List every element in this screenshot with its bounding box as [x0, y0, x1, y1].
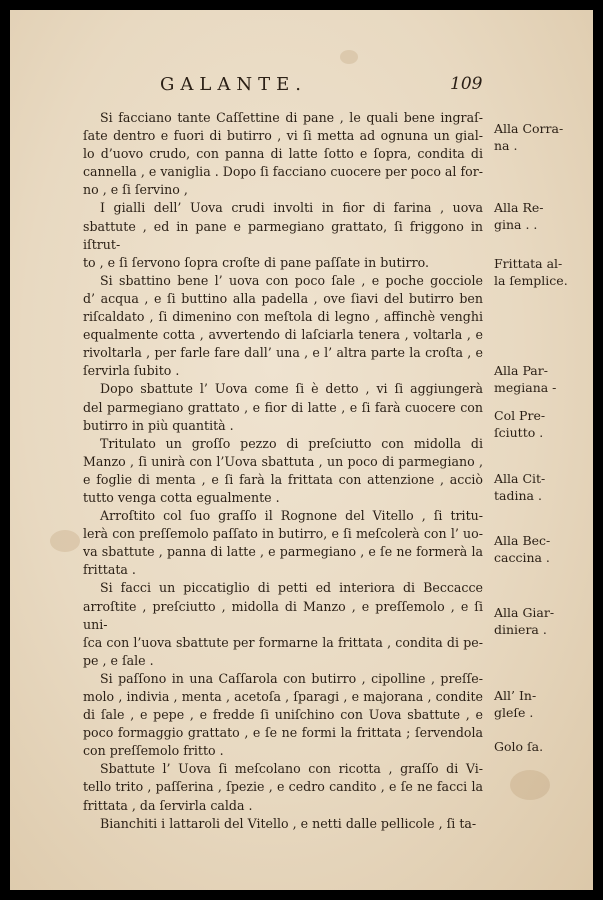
text-line: pe , e ſale .	[83, 652, 154, 668]
recipe-paragraph	[83, 272, 483, 381]
marginal-note-line: tadina .	[494, 488, 542, 503]
text-line: molo , indivia , menta , acetoſa , ſparagi , e majorana , condite	[83, 689, 483, 704]
text-line: lo d’uovo crudo, con panna di latte ſotto e ſopra, condita di	[83, 146, 483, 162]
recipe-paragraph	[83, 760, 483, 814]
marginal-note-line: diniera .	[494, 622, 547, 637]
text-line: del parmegiano grattato , e fior di latte , e ſi farà cuocere con	[83, 399, 483, 415]
marginal-note	[494, 199, 586, 233]
text-line: ſca con l’uova sbattute per formarne la frittata , condita di pe-	[83, 634, 483, 650]
marginal-note	[494, 407, 586, 441]
marginal-note-line: Alla Par-	[494, 363, 548, 378]
text-line: e foglie di menta , e ſi farà la frittata con attenzione , acciò	[83, 471, 483, 487]
marginal-note-line: Alla Re-	[494, 200, 544, 215]
text-line: riſcaldato , ſi dimenino con meſtola di legno , affinchè venghi	[83, 309, 483, 325]
text-line: Dopo sbattute l’ Uova come ſi è detto , vi ſi aggiungerà	[100, 381, 483, 397]
text-line: ſate dentro e fuori di butirro , vi ſi metta ad ognuna un gial-	[83, 128, 483, 144]
marginal-note-line: Col Pre-	[494, 408, 546, 423]
text-line: sbattute , ed in pane e parmegiano grattato, ſi friggono in iſtrut-	[83, 218, 483, 252]
text-line: Si sbattino bene l’ uova con poco ſale , e poche gocciole	[100, 272, 483, 288]
text-line: cannella , e vaniglia . Dopo ſi facciano cuocere per poco al for-	[83, 164, 483, 180]
text-line: Si paſſono in una Caſſarola con butirro , cipolline , preſſe-	[100, 670, 483, 686]
page-number: 109	[450, 74, 483, 94]
text-line: con preſſemolo fritto .	[83, 743, 224, 759]
marginal-note	[494, 687, 586, 721]
marginal-note-line: Frittata al-	[494, 256, 563, 271]
marginal-note	[494, 362, 586, 396]
marginal-note-line: Alla Cit-	[494, 471, 546, 486]
marginal-note-line: ſciutto .	[494, 425, 544, 440]
marginal-note-line: Alla Bec-	[494, 533, 551, 548]
text-line: frittata , da ſervirla calda .	[83, 797, 253, 813]
recipe-paragraph	[83, 380, 483, 434]
marginal-note	[494, 255, 586, 289]
recipe-paragraph	[83, 435, 483, 507]
text-line: butirro in più quantità .	[83, 417, 234, 433]
marginal-note	[494, 470, 586, 504]
text-line: Bianchiti i lattaroli del Vitello , e netti dalle pellicole , ſi ta-	[100, 815, 477, 831]
marginal-note-line: Golo ſa.	[494, 739, 544, 754]
recipe-paragraph	[83, 579, 483, 669]
paper-stain	[340, 50, 358, 64]
text-line: lerà con preſſemolo paſſato in butirro, e ſi meſcolerà con l’ uo-	[83, 526, 483, 542]
marginal-note-line: gleſe .	[494, 705, 534, 720]
text-line: Sbattute l’ Uova ſi meſcolano con ricotta , graſſo di Vi-	[100, 761, 483, 777]
recipe-paragraph	[83, 199, 483, 271]
marginal-note	[494, 532, 586, 566]
marginal-note	[494, 604, 586, 638]
text-line: rivoltarla , per farle fare dall’ una , e l’ altra parte la croſta , e	[83, 345, 483, 361]
recipe-paragraph	[83, 670, 483, 760]
marginal-note-line: Alla Giar-	[494, 605, 555, 620]
text-line: frittata .	[83, 562, 136, 578]
text-line: ſervirla ſubito .	[83, 363, 180, 379]
text-line: d’ acqua , e ſi buttino alla padella , ove ſiavi del butirro ben	[83, 290, 483, 306]
paper-stain	[50, 530, 80, 552]
marginal-note-line: All’ In-	[494, 688, 537, 703]
marginal-note-line: caccina .	[494, 550, 550, 565]
text-line: I gialli dell’ Uova crudi involti in fior di farina , uova	[100, 200, 483, 216]
recipe-text	[83, 109, 483, 833]
marginal-note-line: gina . .	[494, 217, 538, 232]
text-line: Manzo , ſi unirà con l’Uova sbattuta , un poco di parmegiano ,	[83, 453, 483, 469]
text-line: arroſtite , preſciutto , midolla di Manzo , e preſſemolo , e ſi uni-	[83, 598, 483, 632]
text-line: Tritulato un groſſo pezzo di preſciutto con midolla di	[100, 435, 483, 451]
text-line: Si facci un piccatiglio di petti ed interiora di Beccacce	[100, 580, 483, 596]
text-line: Arroſtito col ſuo graſſo il Rognone del Vitello , ſi tritu-	[100, 508, 483, 524]
text-line: to , e ſi ſervono ſopra croſte di pane paſſate in butirro.	[83, 254, 429, 270]
text-line: tello trito , paſſerina , ſpezie , e cedro candito , e ſe ne facci la	[83, 779, 483, 795]
paper-stain	[510, 770, 550, 800]
recipe-paragraph	[83, 109, 483, 199]
recipe-paragraph	[83, 507, 483, 579]
marginal-note-line: Alla Corra-	[494, 121, 564, 136]
marginal-note	[494, 120, 586, 154]
text-line: di ſale , e pepe , e fredde ſi uniſchino con Uova sbattute , e	[83, 707, 483, 723]
running-title: GALANTE.	[160, 74, 307, 95]
marginal-note-line: megiana -	[494, 380, 557, 395]
marginal-note-line: na .	[494, 138, 518, 153]
text-line: Si facciano tante Caſſettine di pane , le quali bene ingraſ-	[100, 110, 483, 125]
text-line: poco formaggio grattato , e ſe ne formi la frittata ; ſervendola	[83, 725, 483, 741]
marginal-note-line: la ſemplice.	[494, 273, 568, 288]
marginal-note	[494, 738, 586, 755]
text-line: tutto venga cotta egualmente .	[83, 489, 280, 505]
recipe-paragraph	[83, 815, 483, 833]
text-line: equalmente cotta , avvertendo di laſciarla tenera , voltarla , e	[83, 327, 483, 343]
page-header	[10, 74, 593, 100]
book-page	[10, 10, 593, 890]
text-line: va sbattute , panna di latte , e parmegiano , e ſe ne formerà la	[83, 544, 483, 560]
text-line: no , e ſi ſervino ,	[83, 182, 188, 198]
